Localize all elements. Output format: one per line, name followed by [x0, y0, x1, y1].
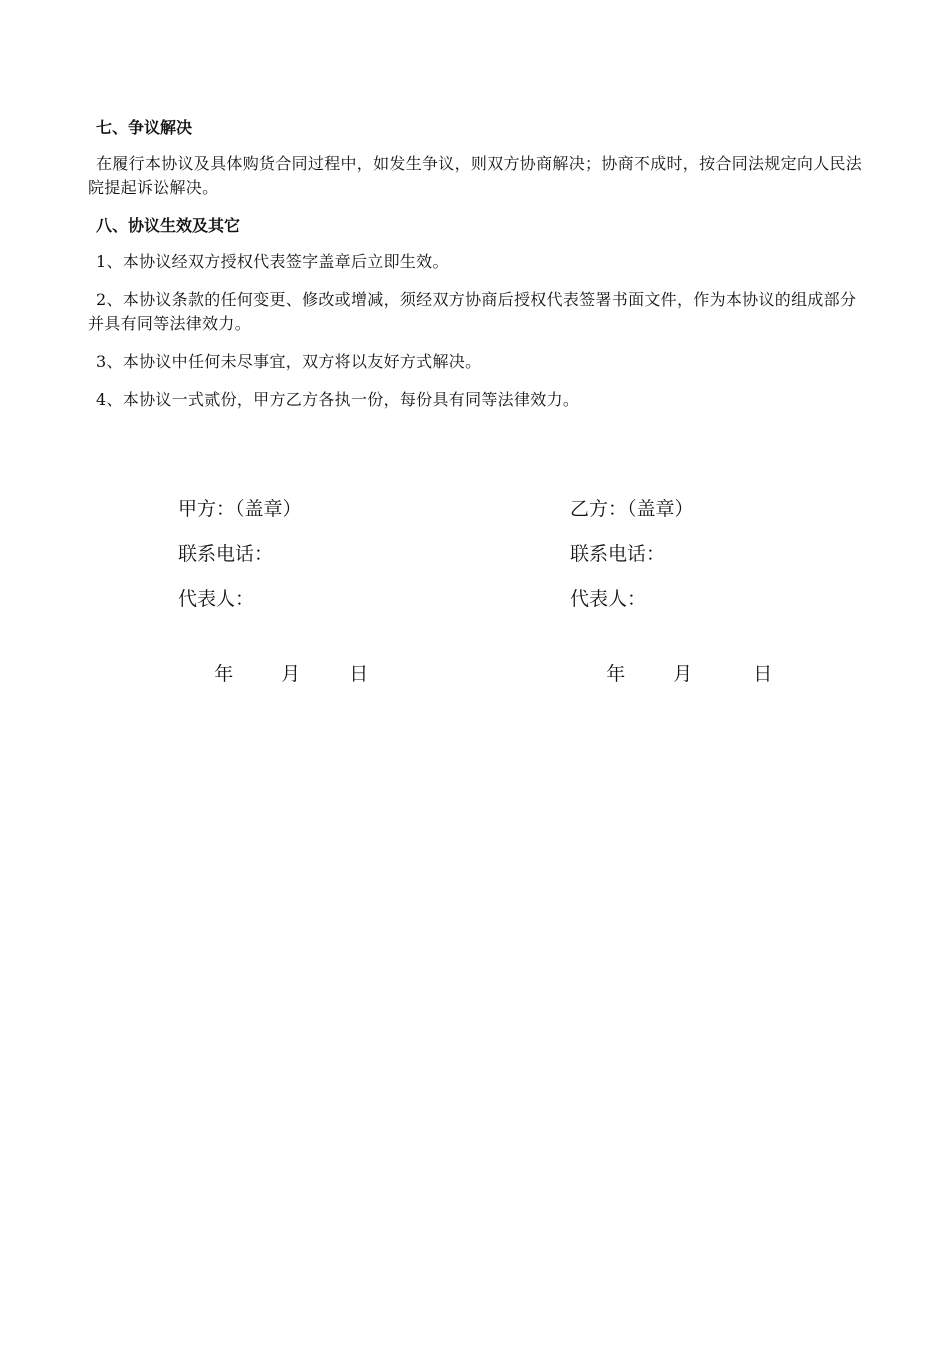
- party-a-month: 月: [281, 663, 301, 685]
- party-b-date-line: [570, 629, 890, 685]
- party-a-representative-line: 代表人：: [178, 588, 255, 610]
- section-heading-dispute: 七、争议解决: [96, 118, 193, 137]
- party-b-signature-block: [570, 494, 890, 685]
- party-a-year: 年: [214, 663, 234, 685]
- party-b-day: 日: [753, 663, 773, 685]
- party-a-day: 日: [349, 663, 369, 685]
- dispute-paragraph: 在履行本协议及具体购货合同过程中，如发生争议，则双方协商解决；协商不成时，按合同法规定向人民法院提起诉讼解决。: [88, 154, 863, 197]
- clause-1: 1、本协议经双方授权代表签字盖章后立即生效。: [96, 252, 449, 271]
- party-b-phone-line: 联系电话：: [570, 543, 666, 565]
- party-a-phone-line: 联系电话：: [178, 543, 274, 565]
- party-a-signature-block: [178, 494, 498, 685]
- clause-3: 3、本协议中任何未尽事宜，双方将以友好方式解决。: [96, 352, 482, 371]
- party-a-date-line: [178, 629, 498, 685]
- clause-4: 4、本协议一式贰份，甲方乙方各执一份，每份具有同等法律效力。: [96, 390, 580, 409]
- clause-2: 2、本协议条款的任何变更、修改或增减，须经双方协商后授权代表签署书面文件，作为本协议的组成部分并具有同等法律效力。: [88, 290, 857, 333]
- section-heading-effect: 八、协议生效及其它: [96, 216, 241, 235]
- party-b-year: 年: [606, 663, 626, 685]
- party-b-month: 月: [673, 663, 693, 685]
- party-b-seal-line: 乙方：（盖章）: [570, 498, 694, 520]
- party-a-seal-line: 甲方：（盖章）: [178, 498, 302, 520]
- party-b-representative-line: 代表人：: [570, 588, 647, 610]
- agreement-body: [88, 116, 868, 426]
